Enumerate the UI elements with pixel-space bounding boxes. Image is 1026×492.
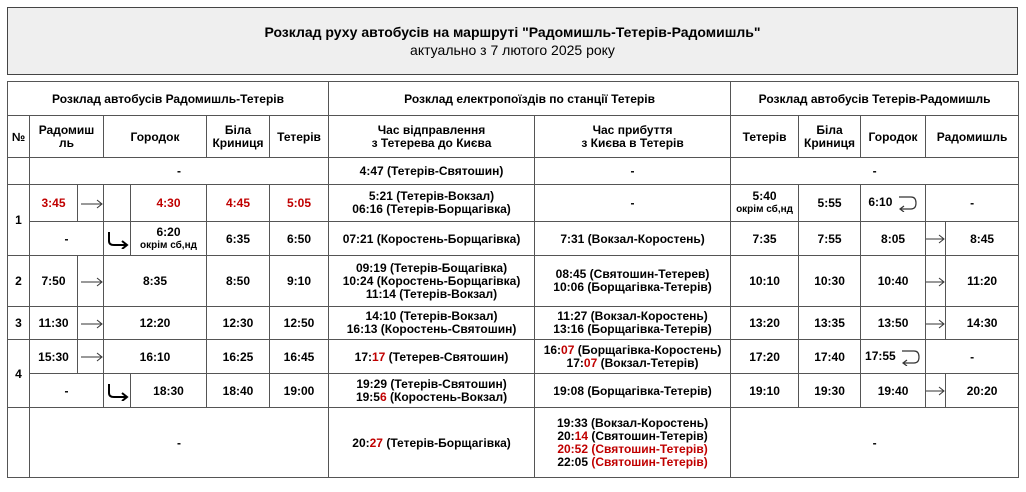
schedule-table	[7, 81, 1019, 478]
train-departure: 4:47 (Тетерів-Святошин)	[329, 158, 535, 185]
time-radomyshl: 11:30	[30, 307, 78, 340]
col-header-horodok: Городок	[104, 116, 207, 158]
u-turn-left-icon	[899, 348, 921, 366]
time-radomyshl: 7:50	[30, 256, 78, 307]
time-r-horodok: 10:40	[861, 256, 926, 307]
time-teteriv: 19:00	[270, 374, 329, 408]
dash-cell: -	[731, 158, 1019, 185]
time-r-teteriv: 13:20	[731, 307, 799, 340]
dash-cell: -	[30, 158, 329, 185]
train-departure: 07:21 (Коростень-Борщагівка)	[329, 222, 535, 256]
time-r-radomyshl: 14:30	[946, 307, 1019, 340]
col-header-r-teteriv: Тетерів	[731, 116, 799, 158]
right-arrow-icon	[78, 256, 104, 307]
train-arrivals: 19:33 (Вокзал-Коростень) 20:14 (Святошин-Тетерів) 20:52 (Святошин-Тетерів) 22:05 (Святошин-Тетерів)	[535, 408, 731, 478]
time-bila-krynytsia: 8:50	[207, 256, 270, 307]
train-arrival: 19:08 (Борщагівка-Тетерів)	[535, 374, 731, 408]
train-arrivals: 08:45 (Святошин-Тетерев) 10:06 (Борщагівка-Тетерів)	[535, 256, 731, 307]
time-r-teteriv: 17:20	[731, 340, 799, 374]
col-header-teteriv: Тетерів	[270, 116, 329, 158]
trip-number: 4	[8, 340, 30, 408]
trip-number: 3	[8, 307, 30, 340]
time-horodok: 8:35	[104, 256, 207, 307]
dash-cell: -	[30, 374, 104, 408]
right-arrow-icon	[926, 307, 946, 340]
schedule-subtitle: актуально з 7 лютого 2025 року	[410, 42, 615, 58]
dash-cell: -	[731, 408, 1019, 478]
right-arrow-icon	[926, 222, 946, 256]
col-header-r-horodok: Городок	[861, 116, 926, 158]
time-teteriv: 9:10	[270, 256, 329, 307]
dash-cell: -	[926, 340, 1019, 374]
time-radomyshl: 15:30	[30, 340, 78, 374]
empty-cell	[104, 185, 131, 222]
time-r-bila-krynytsia: 19:30	[799, 374, 861, 408]
group-header-teteriv-radomyshl: Розклад автобусів Тетерів-Радомишль	[731, 82, 1019, 116]
trip-number: 2	[8, 256, 30, 307]
time-r-teteriv: 19:10	[731, 374, 799, 408]
right-arrow-icon	[78, 307, 104, 340]
row-num-empty	[8, 408, 30, 478]
time-r-horodok: 17:55	[861, 340, 926, 374]
dash-cell: -	[30, 222, 104, 256]
right-arrow-icon	[78, 340, 104, 374]
train-arrivals: 16:07 (Борщагівка-Коростень) 17:07 (Вокзал-Тетерів)	[535, 340, 731, 374]
time-teteriv: 12:50	[270, 307, 329, 340]
col-header-departure: Час відправлення з Тетерева до Києва	[329, 116, 535, 158]
time-r-horodok: 19:40	[861, 374, 926, 408]
time-bila-krynytsia: 18:40	[207, 374, 270, 408]
right-arrow-icon	[926, 256, 946, 307]
time-r-bila-krynytsia: 7:55	[799, 222, 861, 256]
train-departure: 17:17 (Тетерев-Святошин)	[329, 340, 535, 374]
trip-number: 1	[8, 185, 30, 256]
row-num-empty	[8, 158, 30, 185]
dash-cell: -	[30, 408, 329, 478]
time-horodok: 16:10	[104, 340, 207, 374]
right-arrow-icon	[926, 374, 946, 408]
time-bila-krynytsia: 16:25	[207, 340, 270, 374]
schedule-title: Розклад руху автобусів на маршруті "Радомишль-Тетерів-Радомишль"	[264, 24, 761, 40]
u-turn-right-icon	[104, 374, 131, 408]
train-departures: 09:19 (Тетерів-Бощагівка) 10:24 (Коростень-Борщагівка) 11:14 (Тетерів-Вокзал)	[329, 256, 535, 307]
time-r-bila-krynytsia: 17:40	[799, 340, 861, 374]
time-bila-krynytsia: 6:35	[207, 222, 270, 256]
time-r-horodok: 6:10	[861, 185, 926, 222]
time-bila-krynytsia: 12:30	[207, 307, 270, 340]
time-r-radomyshl: 8:45	[946, 222, 1019, 256]
time-r-bila-krynytsia: 10:30	[799, 256, 861, 307]
time-r-bila-krynytsia: 5:55	[799, 185, 861, 222]
time-r-radomyshl: 20:20	[946, 374, 1019, 408]
group-header-radomyshl-teteriv: Розклад автобусів Радомишль-Тетерів	[8, 82, 329, 116]
time-bila-krynytsia: 4:45	[207, 185, 270, 222]
time-horodok: 6:20 окрім сб,нд	[131, 222, 207, 256]
col-header-bila-krynytsia: Біла Криниця	[207, 116, 270, 158]
time-horodok: 18:30	[131, 374, 207, 408]
time-horodok: 12:20	[104, 307, 207, 340]
dash-cell: -	[535, 185, 731, 222]
right-arrow-icon	[78, 185, 104, 222]
col-header-radomyshl: Радомиш ль	[30, 116, 104, 158]
train-arrivals: 11:27 (Вокзал-Коростень) 13:16 (Борщагівка-Тетерів)	[535, 307, 731, 340]
time-r-radomyshl: 11:20	[946, 256, 1019, 307]
u-turn-right-icon	[104, 222, 131, 256]
train-departure: 20:27 (Тетерів-Борщагівка)	[329, 408, 535, 478]
schedule-title-box	[7, 7, 1018, 75]
time-teteriv: 5:05	[270, 185, 329, 222]
col-header-r-bila-krynytsia: Біла Криниця	[799, 116, 861, 158]
time-r-teteriv: 10:10	[731, 256, 799, 307]
dash-cell: -	[926, 185, 1019, 222]
train-arrival: 7:31 (Вокзал-Коростень)	[535, 222, 731, 256]
time-r-horodok: 13:50	[861, 307, 926, 340]
col-header-arrival: Час прибуття з Києва в Тетерів	[535, 116, 731, 158]
time-r-teteriv: 5:40 окрім сб,нд	[731, 185, 799, 222]
dash-cell: -	[535, 158, 731, 185]
col-header-num: №	[8, 116, 30, 158]
u-turn-left-icon	[896, 194, 918, 212]
time-r-teteriv: 7:35	[731, 222, 799, 256]
train-departures: 5:21 (Тетерів-Вокзал) 06:16 (Тетерів-Борщагівка)	[329, 185, 535, 222]
time-teteriv: 16:45	[270, 340, 329, 374]
time-r-bila-krynytsia: 13:35	[799, 307, 861, 340]
train-departures: 19:29 (Тетерів-Святошин) 19:56 (Коростень-Вокзал)	[329, 374, 535, 408]
group-header-trains: Розклад електропоїздів по станції Тетерів	[329, 82, 731, 116]
time-teteriv: 6:50	[270, 222, 329, 256]
time-horodok: 4:30	[131, 185, 207, 222]
train-departures: 14:10 (Тетерів-Вокзал) 16:13 (Коростень-Святошин)	[329, 307, 535, 340]
time-radomyshl: 3:45	[30, 185, 78, 222]
col-header-r-radomyshl: Радомишль	[926, 116, 1019, 158]
time-r-horodok: 8:05	[861, 222, 926, 256]
